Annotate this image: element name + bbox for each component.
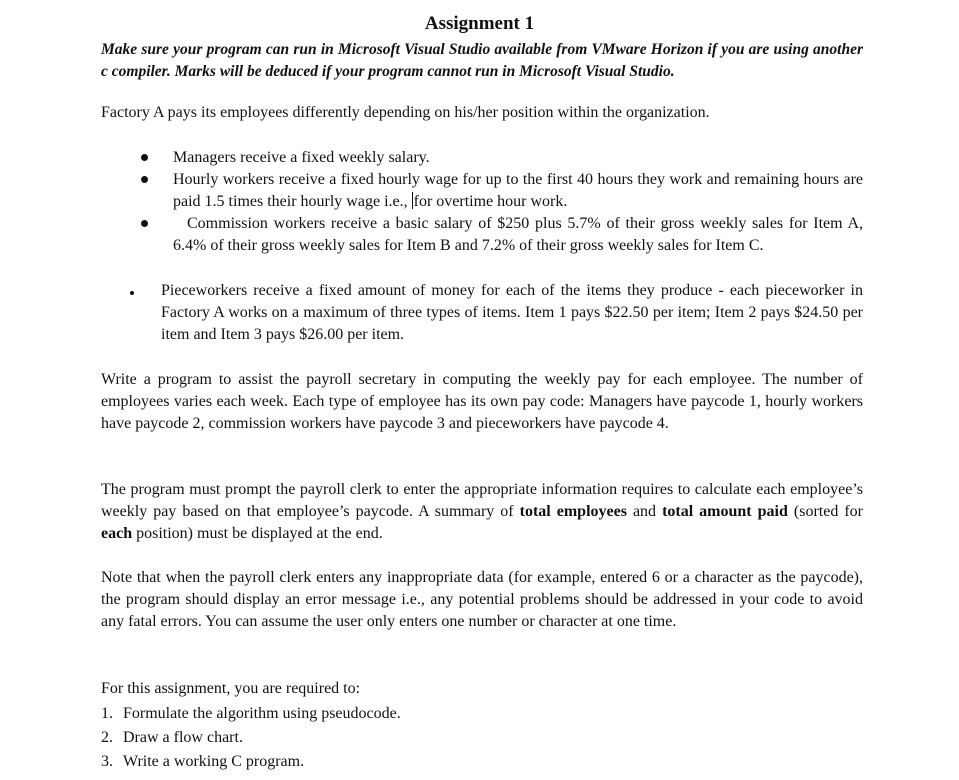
text-cursor: [412, 192, 413, 209]
bullet-dot: [130, 291, 134, 295]
requirement-number: 3.: [101, 753, 113, 770]
prompt-text: and: [626, 503, 663, 520]
requirement-item: [101, 703, 401, 725]
bullet-dot: [141, 220, 148, 227]
requirement-text: Formulate the algorithm using pseudocode.: [123, 705, 401, 722]
note-paragraph: Note that when the payroll clerk enters any inappropriate data (for example, entered 6 or a character as the paycode), the program should display an error message i.e., any potential problems should be addressed in your code to avoid any fatal errors. You can assume the user only enters one number or character at one time.: [101, 569, 863, 630]
requirement-text: Draw a flow chart.: [123, 729, 243, 746]
requirement-number: 2.: [101, 729, 113, 746]
compiler-warning: Make sure your program can run in Microsoft Visual Studio available from VMware Horizon if you are using another c compiler. Marks will be deduced if your program cannot run in Microsoft Visual Studio.: [101, 41, 863, 80]
prompt-text: (sorted for: [787, 503, 863, 520]
prompt-bold-total-amount: total amount paid: [662, 503, 788, 520]
bullet-commission-workers: Commission workers receive a basic salary of $250 plus 5.7% of their gross weekly sales for Item A, 6.4% of their gross weekly sales for Item B and 7.2% of their gross weekly sales for Item C.: [173, 215, 863, 254]
bullet-hourly-workers: [173, 169, 863, 213]
requirement-item: [101, 727, 243, 749]
bullet-hourly-text-end: for overtime hour work.: [413, 193, 568, 210]
bullet-pieceworkers: Pieceworkers receive a fixed amount of money for each of the items they produce - each pieceworker in Factory A works on a maximum of three types of items. Item 1 pays $22.50 per item; Item 2 pays $24.50 per item and Item 3 pays $26.00 per item.: [161, 282, 863, 343]
prompt-bold-each: each: [101, 525, 133, 542]
prompt-text: position) must be displayed at the end.: [132, 525, 383, 542]
bullet-managers: Managers receive a fixed weekly salary.: [173, 149, 430, 166]
bullet-dot: [141, 176, 148, 183]
prompt-text: The program must prompt the payroll clerk to enter the appropriate information requires to calculate each employee’s weekly pay based on that employee’s paycode. A summary of: [101, 481, 863, 520]
requirement-number: 1.: [101, 705, 113, 722]
bullet-hourly-text: Hourly workers receive a fixed hourly wage for up to the first 40 hours they work and remaining hours are paid 1.5 times their hourly wage i.e.,: [173, 171, 863, 210]
requirements-intro: For this assignment, you are required to:: [101, 680, 361, 697]
program-paragraph: Write a program to assist the payroll secretary in computing the weekly pay for each employee. The number of employees varies each week. Each type of employee has its own pay code: Managers have paycode 1, hourly workers have paycode 2, commission workers have paycode 3 and pieceworkers have paycode 4.: [101, 371, 863, 432]
requirement-item: [101, 751, 304, 773]
intro-paragraph: Factory A pays its employees differently depending on his/her position within the organization.: [101, 104, 710, 121]
prompt-bold-total-employees: total employees: [519, 503, 627, 520]
assignment-title: Assignment 1: [424, 13, 535, 34]
prompt-paragraph: [101, 479, 863, 545]
bullet-dot: [141, 154, 148, 161]
requirement-text: Write a working C program.: [123, 753, 305, 770]
